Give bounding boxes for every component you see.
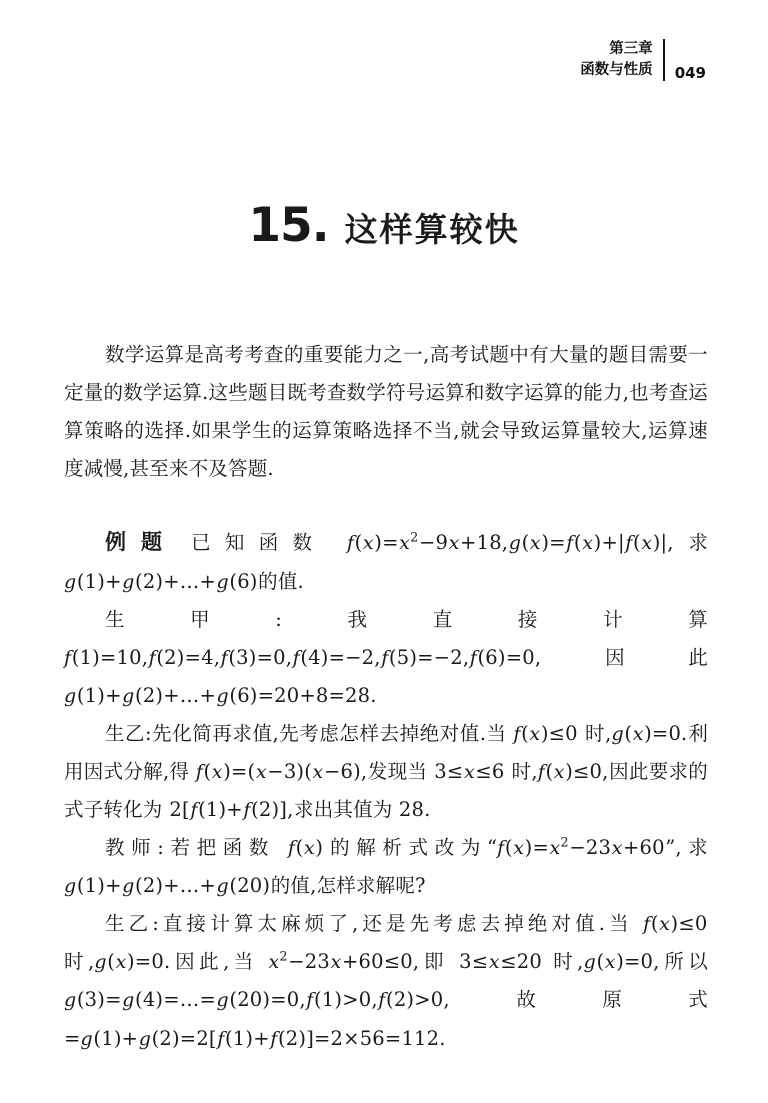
title-number: 15. [248, 198, 329, 253]
title-text: 这样算较快 [344, 210, 520, 249]
example-label: 例题 [104, 530, 178, 555]
intro-paragraph: 数学运算是高考考查的重要能力之一,高考试题中有大量的题目需要一定量的数学运算.这些题目既考查数学符号运算和数字运算的能力,也考查运算策略的选择.如果学生的运算策略选择不当,就会导致运算量较大,运算速度减慢,甚至来不及答题. [64, 343, 708, 481]
running-head [580, 36, 706, 84]
running-head-divider [663, 39, 665, 81]
running-head-chapter-line2: 函数与性质 [580, 62, 653, 78]
dialogue-line-1: 生甲:我直接计算 f(1)=10,f(2)=4,f(3)=0,f(4)=−2,f(5)=−2,f(6)=0,因此 g(1)+g(2)+…+g(6)=20+8=28. [64, 608, 708, 708]
running-head-chapter [580, 39, 663, 81]
page-title [0, 198, 768, 253]
example-statement: 例题 已知函数 $f(x)=x^2-9x+18,g(x)=f(x)+|f(x)|$,求 g(1)+g(2)+…+g(6)的值. [64, 530, 709, 593]
dialogue-line-2: 生乙:先化简再求值,先考虑怎样去掉绝对值.当 f(x)≤0 时,g(x)=0.利用因式分解,得 f(x)=(x−3)(x−6),发现当 3≤x≤6 时,f(x)≤0,因此要求的式子转化为 2[f(1)+f(2)],求出其值为 28. [64, 722, 709, 822]
page-number: 049 [674, 64, 706, 82]
dialogue-line-3: 教师:若把函数 f(x)的解析式改为“$f(x)=x^2-23x+60$”,求 g(1)+g(2)+…+g(20)的值,怎样求解呢? [64, 835, 708, 898]
spacer [64, 488, 708, 522]
running-head-chapter-line1: 第三章 [609, 40, 653, 57]
body-content [64, 336, 708, 1058]
dialogue-line-4: 生乙:直接计算太麻烦了,还是先考虑去掉绝对值.当 f(x)≤0 时,g(x)=0.因此,当 $x^2-23x+60\le 0$,即 3≤x≤20 时,g(x)=0,所以 g(3)=g(4)=…=g(20)=0,f(1)>0,f(2)>0,故原式=g(1)+g(2)=2[f(1)+f(2)]=2×56=112. [64, 912, 709, 1050]
